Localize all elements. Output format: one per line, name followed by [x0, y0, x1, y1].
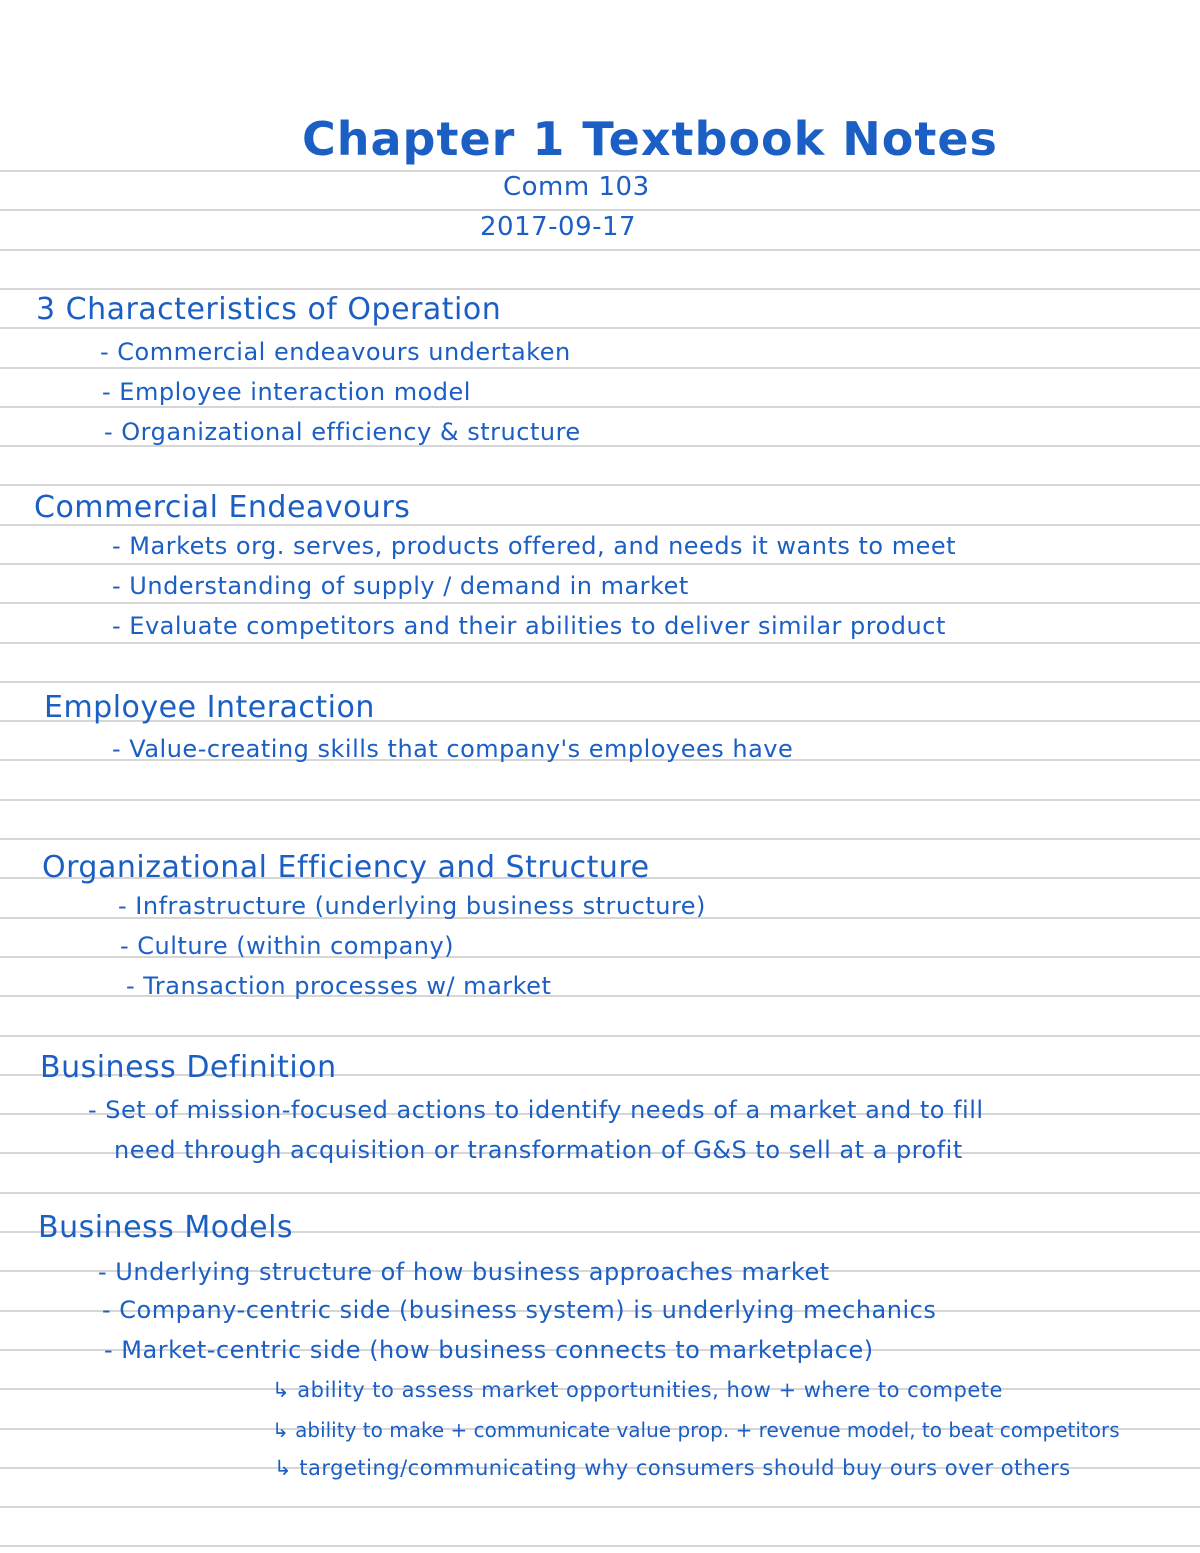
- list-item: - Culture (within company): [120, 932, 455, 960]
- ruled-line: [0, 1506, 1200, 1508]
- ruled-line: [0, 1545, 1200, 1547]
- ruled-line: [0, 288, 1200, 290]
- list-item: - Evaluate competitors and their abilities to deliver similar product: [112, 612, 946, 640]
- list-item: - Transaction processes w/ market: [126, 972, 552, 1000]
- ruled-line: [0, 838, 1200, 840]
- list-item: - Company-centric side (business system) is underlying mechanics: [102, 1296, 937, 1324]
- ruled-line: [0, 799, 1200, 801]
- section-heading-employee-interaction: Employee Interaction: [44, 690, 375, 725]
- sub-list-item: ↳ targeting/communicating why consumers should buy ours over others: [274, 1456, 1071, 1480]
- section-heading-commercial-endeavours: Commercial Endeavours: [34, 490, 411, 525]
- sub-list-item: ↳ ability to make + communicate value prop. + revenue model, to beat competitors: [272, 1418, 1120, 1442]
- list-item: - Organizational efficiency & structure: [104, 418, 581, 446]
- list-item: need through acquisition or transformation of G&S to sell at a profit: [114, 1136, 963, 1164]
- section-heading-business-models: Business Models: [38, 1210, 294, 1245]
- section-heading-characteristics: 3 Characteristics of Operation: [36, 292, 502, 327]
- ruled-line: [0, 1192, 1200, 1194]
- ruled-line: [0, 602, 1200, 604]
- ruled-line: [0, 249, 1200, 251]
- list-item: - Understanding of supply / demand in market: [112, 572, 689, 600]
- list-item: - Commercial endeavours undertaken: [100, 338, 571, 366]
- ruled-line: [0, 681, 1200, 683]
- ruled-line: [0, 642, 1200, 644]
- list-item: - Underlying structure of how business approaches market: [98, 1258, 830, 1286]
- ruled-line: [0, 327, 1200, 329]
- list-item: - Market-centric side (how business connects to marketplace): [104, 1336, 874, 1364]
- course-code: Comm 103: [503, 172, 650, 202]
- sub-list-item: ↳ ability to assess market opportunities, how + where to compete: [272, 1378, 1003, 1402]
- ruled-line: [0, 563, 1200, 565]
- list-item: - Value-creating skills that company's employees have: [112, 735, 794, 763]
- page-title: Chapter 1 Textbook Notes: [302, 112, 998, 166]
- note-date: 2017-09-17: [480, 212, 637, 242]
- ruled-line: [0, 1035, 1200, 1037]
- list-item: - Markets org. serves, products offered, and needs it wants to meet: [112, 532, 957, 560]
- list-item: - Infrastructure (underlying business structure): [118, 892, 706, 920]
- ruled-line: [0, 406, 1200, 408]
- ruled-line: [0, 209, 1200, 211]
- ruled-line: [0, 484, 1200, 486]
- list-item: - Set of mission-focused actions to identify needs of a market and to fill: [88, 1096, 984, 1124]
- ruled-line: [0, 367, 1200, 369]
- section-heading-business-definition: Business Definition: [40, 1050, 337, 1085]
- list-item: - Employee interaction model: [102, 378, 471, 406]
- section-heading-organizational-efficiency: Organizational Efficiency and Structure: [42, 850, 650, 885]
